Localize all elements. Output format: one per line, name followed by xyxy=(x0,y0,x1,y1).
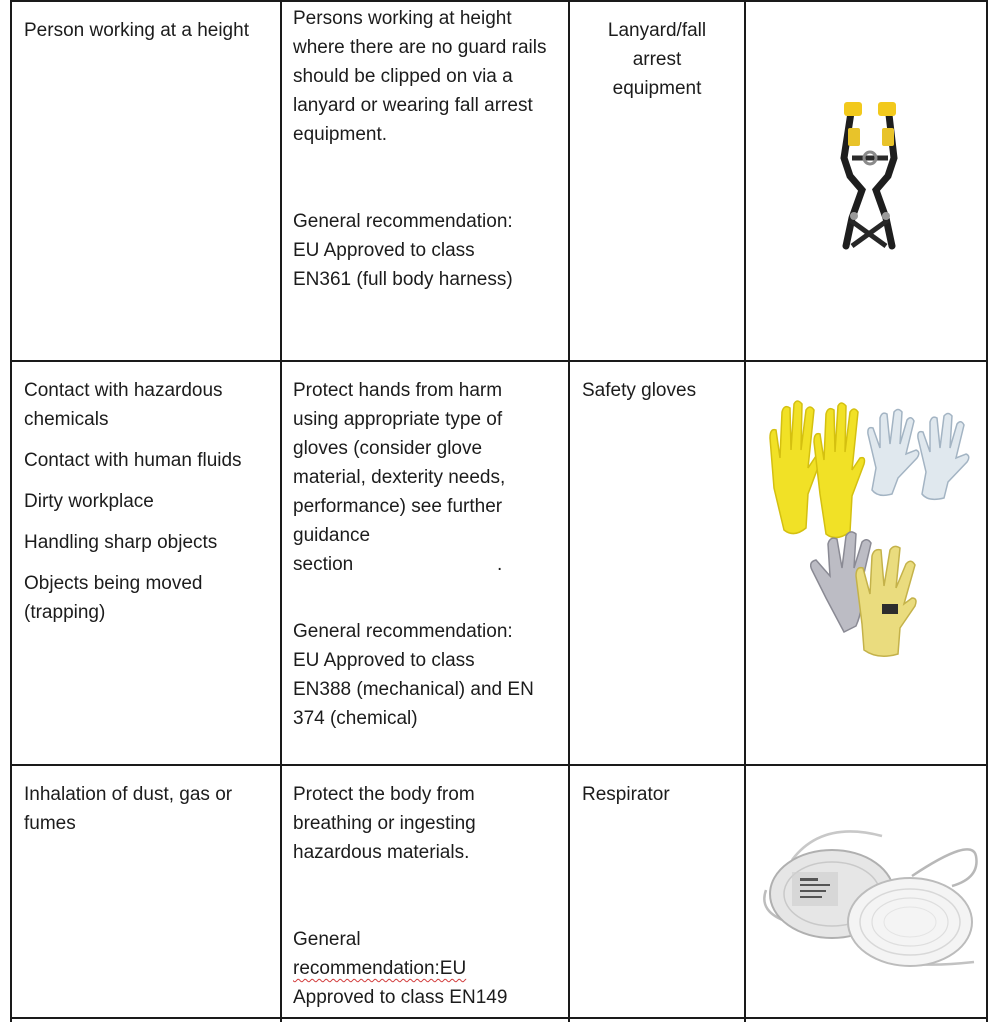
recommendation-line: EU Approved to class xyxy=(293,650,475,671)
hazard-text: Inhalation of dust, gas or fumes xyxy=(24,784,233,834)
guidance-line: material, dexterity needs, xyxy=(293,467,506,488)
ppe-label: Respirator xyxy=(582,784,670,805)
guidance-line-text: section xyxy=(293,554,354,575)
table-border-col2 xyxy=(280,0,282,1022)
recommendation-line: EN388 (mechanical) and EN xyxy=(293,679,534,700)
table-border-col4 xyxy=(744,0,746,1022)
row1-ppe-cell xyxy=(596,16,718,103)
guidance-text: Persons working at height where there are no guard rails should be clipped on via a lanyard or wearing fall arrest equipment. xyxy=(293,8,547,145)
row3-guidance-cell xyxy=(293,780,558,1012)
guidance-line: guidance xyxy=(293,525,371,546)
hazard-text: Dirty workplace xyxy=(24,491,154,512)
hazard-text: Handling sharp objects xyxy=(24,532,218,553)
row1-guidance-cell xyxy=(293,4,558,294)
hazard-text: Contact with human fluids xyxy=(24,450,242,471)
guidance-line: Protect hands from harm xyxy=(293,380,503,401)
table-border-bottom xyxy=(10,1017,988,1019)
row2-hazard-cell xyxy=(24,376,272,627)
guidance-line xyxy=(293,550,561,579)
recommendation-heading: General xyxy=(293,929,361,950)
full-body-harness-image xyxy=(830,98,910,253)
recommendation-line: EN361 (full body harness) xyxy=(293,269,513,290)
recommendation-word: recommendation:EU xyxy=(293,958,467,979)
row3-ppe-cell xyxy=(582,780,732,809)
recommendation-heading: General recommendation: xyxy=(293,211,513,232)
recommendation-line: Approved to class EN149 xyxy=(293,987,508,1008)
guidance-text: Protect the body from breathing or ingesting hazardous materials. xyxy=(293,784,476,863)
recommendation-line: 374 (chemical) xyxy=(293,708,418,729)
table-border-col3 xyxy=(568,0,570,1022)
row2-ppe-cell xyxy=(582,376,732,405)
hazard-text: Contact with hazardous chemicals xyxy=(24,380,223,430)
row3-hazard-cell xyxy=(24,780,272,838)
guidance-trailing-mark: . xyxy=(497,554,503,575)
guidance-line: gloves (consider glove xyxy=(293,438,483,459)
safety-gloves-image xyxy=(764,398,984,660)
table-border-top xyxy=(10,0,988,2)
table-border-right xyxy=(986,0,988,1022)
row2-guidance-cell xyxy=(293,376,561,733)
guidance-line: using appropriate type of xyxy=(293,409,503,430)
respirator-image xyxy=(762,826,984,976)
guidance-line: performance) see further xyxy=(293,496,503,517)
row-divider-1 xyxy=(10,360,988,362)
row-divider-2 xyxy=(10,764,988,766)
recommendation-heading: General recommendation: xyxy=(293,621,513,642)
hazard-text: Person working at a height xyxy=(24,20,249,41)
table-border-left xyxy=(10,0,12,1022)
row1-hazard-cell xyxy=(24,16,269,45)
ppe-label: Lanyard/fall arrest equipment xyxy=(607,20,707,99)
hazard-text: Objects being moved (trapping) xyxy=(24,573,203,623)
recommendation-line: EU Approved to class xyxy=(293,240,475,261)
ppe-label: Safety gloves xyxy=(582,380,697,401)
